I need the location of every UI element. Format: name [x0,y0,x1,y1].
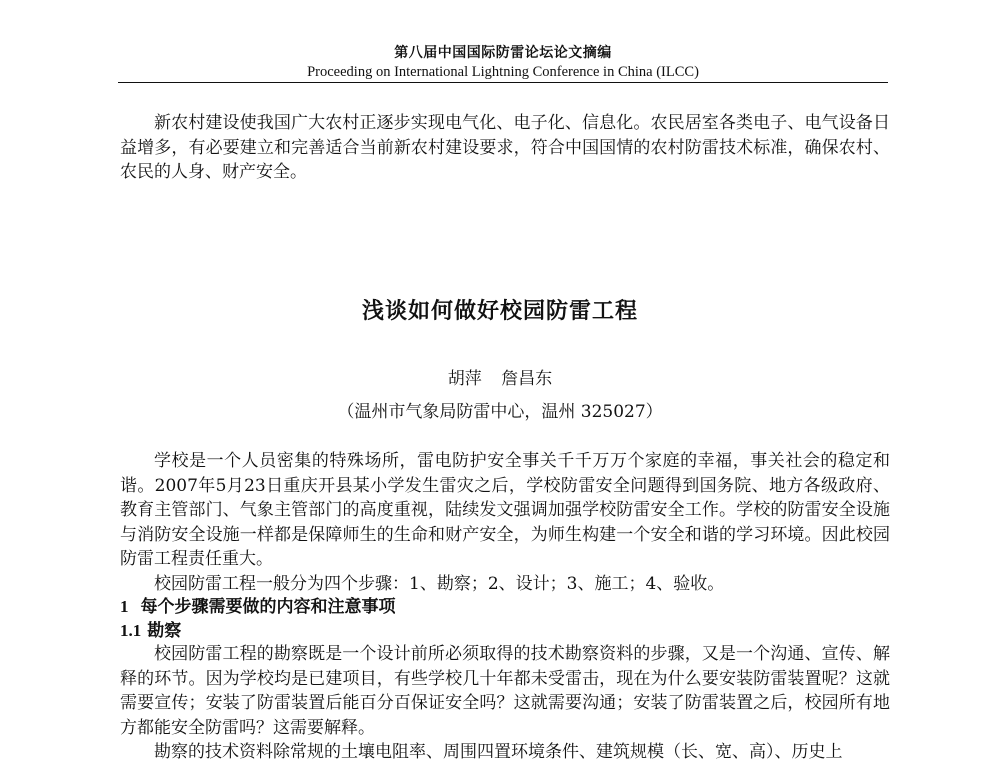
section-1-title: 每个步骤需要做的内容和注意事项 [140,597,396,617]
header-divider [118,82,888,83]
previous-article-paragraph: 新农村建设使我国广大农村正逐步实现电气化、电子化、信息化。农民居室各类电子、电气设备日益增多，有必要建立和完善适合当前新农村建设要求，符合中国国情的农村防雷技术标准，确保农村、农民的人身、财产安全。 [120,113,890,182]
section-1-1-title: 勘察 [147,621,182,641]
survey-paragraph: 校园防雷工程的勘察既是一个设计前所必须取得的技术勘察资料的步骤，又是一个沟通、宣传、解释的环节。因为学校均是已建项目，有些学校几十年都未受雷击，现在为什么要安装防雷装置呢？这就需要宣传；安装了防雷装置后能百分百保证安全吗？这就需要沟通；安装了防雷装置之后，校园所有地方都能安全防雷吗？这需要解释。 [120,644,890,738]
section-1-heading [120,595,890,619]
section-1-number: 1 [120,597,129,616]
section-1-1-heading [120,619,890,643]
header-title-english: Proceeding on International Lightning Conference in China (ILCC) [307,64,699,80]
survey-continuation-line: 勘察的技术资料除常规的土壤电阻率、周围四置环境条件、建筑规模（长、宽、高）、历史上 [154,742,843,760]
section-1-1-number: 1.1 [120,621,142,640]
intro-paragraph: 学校是一个人员密集的特殊场所，雷电防护安全事关千千万万个家庭的幸福，事关社会的稳定和谐。2007年5月23日重庆开县某小学发生雷灾之后，学校防雷安全问题得到国务院、地方各级政府、教育主管部门、气象主管部门的高度重视，陆续发文强调加强学校防雷安全工作。学校的防雷安全设施与消防安全设施一样都是保障师生的生命和财产安全，为师生构建一个安全和谐的学习环境。因此校园防雷工程责任重大。 [120,451,890,569]
article-authors: 胡萍 詹昌东 [447,369,553,389]
header-title-chinese: 第八届中国国际防雷论坛论文摘编 [394,45,612,61]
article-title: 浅谈如何做好校园防雷工程 [361,299,638,324]
article-affiliation: （温州市气象局防雷中心，温州 325027） [337,402,663,422]
running-header [118,44,888,81]
steps-paragraph: 校园防雷工程一般分为四个步骤：1、勘察；2、设计；3、施工；4、验收。 [154,574,725,594]
